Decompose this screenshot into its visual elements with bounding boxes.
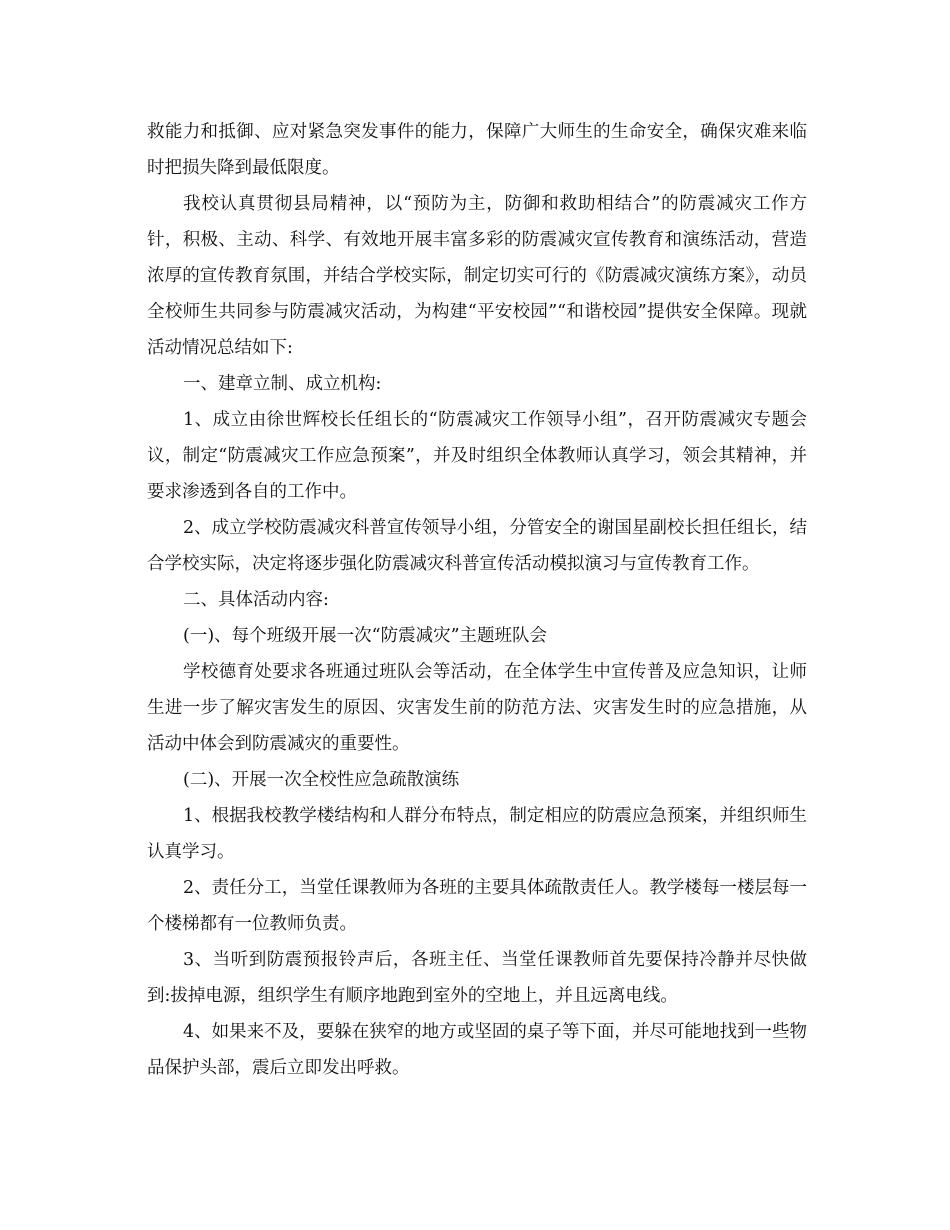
paragraph-drill-item-2: 2、责任分工，当堂任课教师为各班的主要具体疏散责任人。教学楼每一楼层每一个楼梯都有一位教师负责。 [147,878,807,934]
document-body [147,114,807,1086]
paragraph-class-meeting: 学校德育处要求各班通过班队会等活动，在全体学生中宣传普及应急知识，让师生进一步了解灾害发生的原因、灾害发生前的防范方法、灾害发生时的应急措施，从活动中体会到防震减灾的重要性。 [147,662,807,754]
paragraph-intro: 我校认真贯彻县局精神，以“预防为主，防御和救助相结合”的防震减灾工作方针，积极、主动、科学、有效地开展丰富多彩的防震减灾宣传教育和演练活动，营造浓厚的宣传教育氛围，并结合学校实际，制定切实可行的《防震减灾演练方案》，动员全校师生共同参与防震减灾活动，为构建“平安校园”“和谐校园”提供安全保障。现就活动情况总结如下: [147,194,807,358]
paragraph-drill-item-1: 1、根据我校教学楼结构和人群分布特点，制定相应的防震应急预案，并组织师生认真学习。 [147,806,807,862]
paragraph-item-1: 1、成立由徐世辉校长任组长的“防震减灾工作领导小组”，召开防震减灾专题会议，制定“防震减灾工作应急预案”，并及时组织全体教师认真学习，领会其精神，并要求渗透到各自的工作中。 [147,410,807,502]
paragraph-continuation: 救能力和抵御、应对紧急突发事件的能力，保障广大师生的生命安全，确保灾难来临时把损失降到最低限度。 [147,122,807,178]
subsection-heading-2: (二)、开展一次全校性应急疏散演练 [183,770,460,790]
paragraph-item-2: 2、成立学校防震减灾科普宣传领导小组，分管安全的谢国星副校长担任组长，结合学校实际，决定将逐步强化防震减灾科普宣传活动模拟演习与宣传教育工作。 [147,518,807,574]
subsection-heading-1: (一)、每个班级开展一次“防震减灾”主题班队会 [183,626,548,646]
paragraph-drill-item-4: 4、如果来不及，要躲在狭窄的地方或坚固的桌子等下面，并尽可能地找到一些物品保护头部，震后立即发出呼救。 [147,1022,807,1078]
paragraph-drill-item-3: 3、当听到防震预报铃声后，各班主任、当堂任课教师首先要保持冷静并尽快做到:拔掉电源，组织学生有顺序地跑到室外的空地上，并且远离电线。 [147,950,807,1006]
section-heading-2: 二、具体活动内容: [183,590,329,610]
section-heading-1: 一、建章立制、成立机构: [183,374,382,394]
